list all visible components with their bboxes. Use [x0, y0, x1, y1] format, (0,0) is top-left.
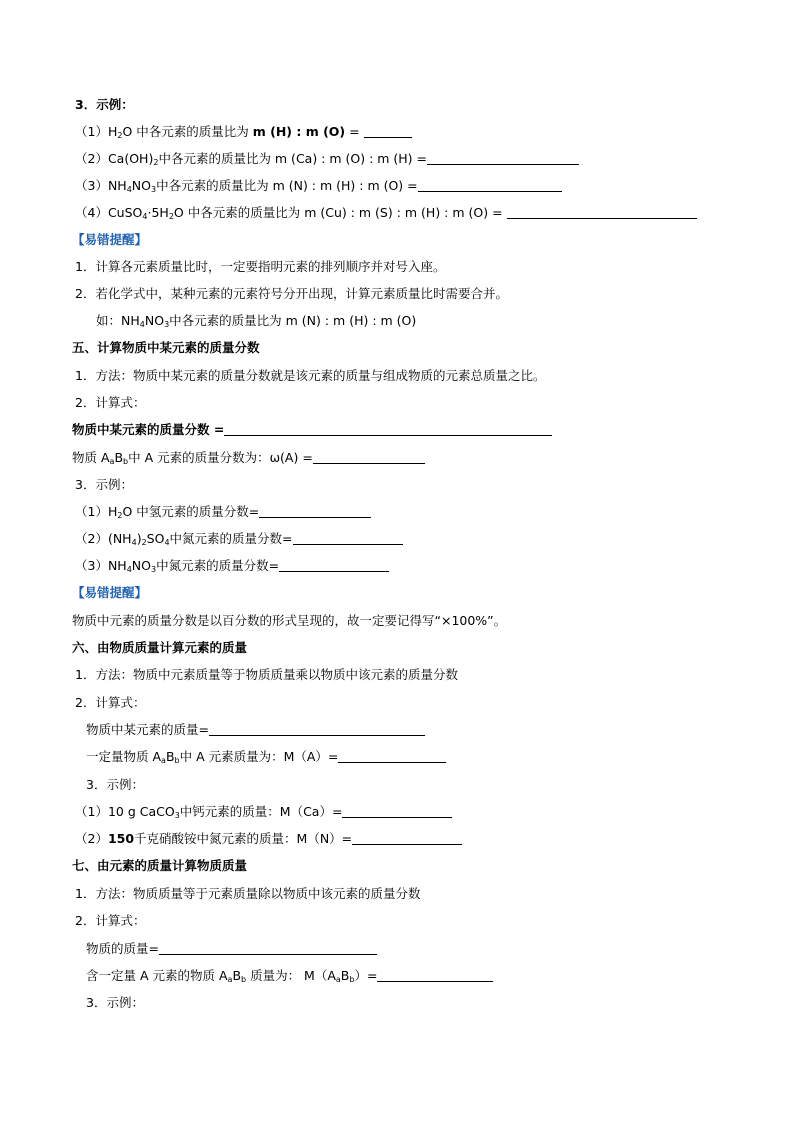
formula-heading: 2．计算式：: [75, 395, 146, 410]
formula-line: 一定量物质 $A_aB_b$中 A 元素质量为：M（A）=: [86, 749, 446, 765]
example-heading: 3．示例：: [86, 995, 144, 1010]
section-heading: 七、由元素的质量计算物质质量: [72, 858, 248, 873]
method-text: 1．方法：物质质量等于元素质量除以物质中该元素的质量分数: [75, 886, 421, 901]
tip-text: 物质中元素的质量分数是以百分数的形式呈现的，故一定要记得写“×100%”。: [72, 613, 507, 628]
answer-blank[interactable]: [377, 969, 493, 982]
answer-blank[interactable]: [209, 723, 425, 736]
answer-blank[interactable]: [418, 179, 562, 192]
tip-heading: 【易错提醒】: [72, 585, 148, 600]
method-text: 1．方法：物质中元素质量等于物质质量乘以物质中该元素的质量分数: [75, 667, 458, 682]
tip-example: 如：$NH_4NO_3$中各元素的质量比为 m (N) : m (H) : m (O): [96, 313, 417, 329]
example-heading: 3．示例：: [86, 777, 144, 792]
answer-blank[interactable]: [224, 423, 552, 436]
example-heading: 3．示例：: [75, 477, 133, 492]
answer-blank[interactable]: [427, 152, 579, 165]
formula-line: 物质中某元素的质量=: [86, 722, 425, 738]
answer-blank[interactable]: [507, 206, 697, 219]
example-line: $(4)CuSO_4\cdot 5H_2O$ 中各元素的质量比为 m (Cu) : m (S) : m (H) : m (O) =: [75, 205, 697, 221]
formula-heading: 2．计算式：: [75, 913, 146, 928]
answer-blank[interactable]: [342, 805, 452, 818]
method-text: 1．方法：物质中某元素的质量分数就是该元素的质量与组成物质的元素总质量之比。: [75, 368, 546, 383]
answer-blank[interactable]: [352, 832, 462, 845]
answer-blank[interactable]: [259, 505, 371, 518]
answer-blank[interactable]: [364, 125, 412, 138]
formula-heading: 2．计算式：: [75, 695, 146, 710]
section-heading: 五、计算物质中某元素的质量分数: [72, 340, 260, 355]
example-line: $(1)H_2O$ 中氢元素的质量分数=: [75, 504, 371, 520]
section-heading: 六、由物质质量计算元素的质量: [72, 640, 248, 655]
example-line: $(2)(NH_4)_2SO_4$中氮元素的质量分数=: [75, 531, 403, 547]
answer-blank[interactable]: [159, 942, 377, 955]
tip-text: 1．计算各元素质量比时，一定要指明元素的排列顺序并对号入座。: [75, 259, 446, 274]
example-line: $(3)NH_4NO_3$中氮元素的质量分数=: [75, 558, 389, 574]
example-line: $(3)NH_4NO_3$中各元素的质量比为 m (N) : m (H) : m (O) =: [75, 178, 562, 194]
example-line: （2）150千克硝酸铵中氮元素的质量：M（N）=: [75, 831, 462, 847]
example-line: $(1)H_2O$ 中各元素的质量比为 m (H) : m (O) =: [75, 124, 412, 140]
formula-line: 含一定量 A 元素的物质 $A_aB_b$ 质量为： $M(A_aB_b)=$: [86, 968, 493, 984]
tip-text: 2．若化学式中，某种元素的元素符号分开出现，计算元素质量比时需要合并。: [75, 286, 508, 301]
answer-blank[interactable]: [313, 451, 425, 464]
formula-line: 物质中某元素的质量分数 =: [72, 422, 552, 438]
formula-line: 物质 $A_aB_b$中 A 元素的质量分数为：ω(A) =: [72, 450, 425, 466]
answer-blank[interactable]: [279, 559, 389, 572]
answer-blank[interactable]: [338, 750, 446, 763]
formula-line: 物质的质量=: [86, 941, 377, 957]
tip-heading: 【易错提醒】: [72, 232, 148, 247]
example-line: $(2)Ca(OH)_2$中各元素的质量比为 m (Ca) : m (O) : m (H) =: [75, 151, 579, 167]
answer-blank[interactable]: [293, 532, 403, 545]
section-heading: 3．示例：: [75, 97, 134, 112]
example-line: （1）10 g CaCO$_3$中钙元素的质量：M（Ca）=: [75, 804, 452, 820]
